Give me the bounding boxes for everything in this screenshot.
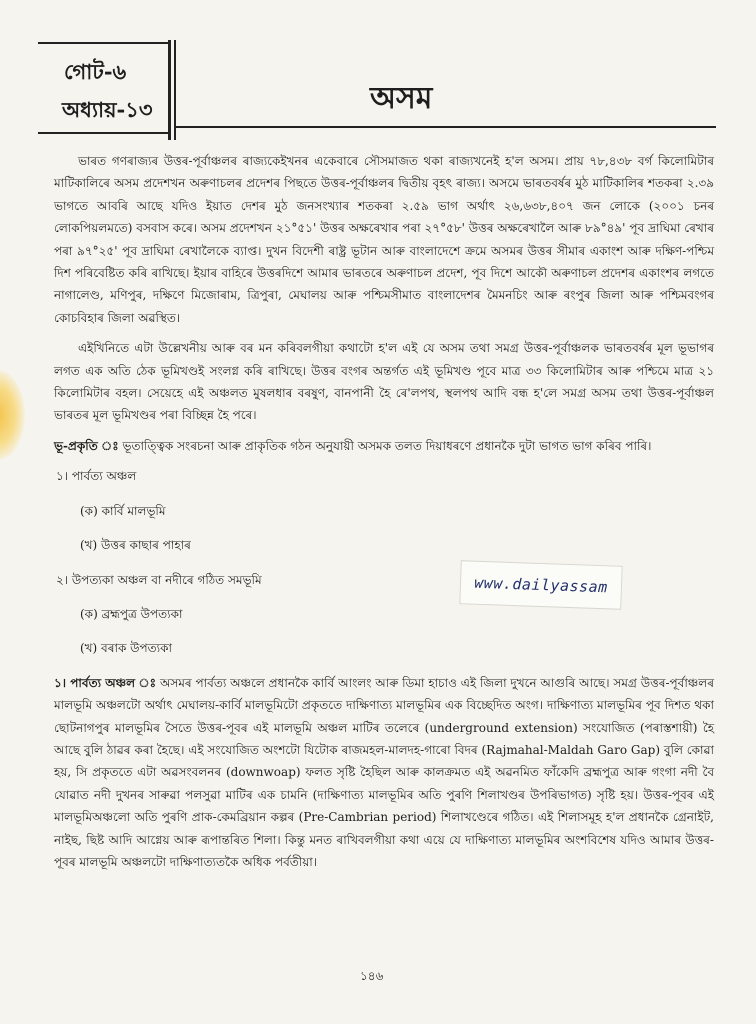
intro-paragraph: ভাৰত গণৰাজ্যৰ উত্তৰ-পূৰ্বাঞ্চলৰ ৰাজ্যকেইখনৰ একেবাৰে সৌসমাজত থকা ৰাজ্যখনেই হ'ল অসম। প্ৰায় ৭৮,৪৩৮ বৰ্গ কিলোমিটাৰ মাটিকালিৰে অসম প্ৰদেশখন অৰুণাচলৰ প্ৰদেশৰ পিছতে উত্তৰ-পূৰ্বাঞ্চলৰ দ্বিতীয় বৃহৎ ৰাজ্য। অসমে ভাৰতবৰ্ষৰ মুঠ মাটিকালিৰ শতকৰা ২.৩৯ ভাগতে আবৰি আছে যদিও ইয়াত দেশৰ মুঠ জনসংখ্যাৰ শতকৰা ২.৫৯ ভাগ অৰ্থাৎ ২৬,৬৩৮,৪০৭ জন লোকে (২০০১ চনৰ লোকপিয়লমতে) বসবাস কৰে। অসম প্ৰদেশখন ২১°৫১' উত্তৰ অক্ষৰেখাৰ পৰা ২৭°৫৮' উত্তৰ অক্ষৰেখালৈ আৰু ৮৯°৪৯' পূব দ্ৰাঘিমা ৰেখাৰ পৰা ৯৭°২৫' পূব দ্ৰাঘিমা ৰেখালৈকে ব্যাপ্ত। দুখন বিদেশী ৰাষ্ট্ৰ ভূটান আৰু বাংলাদেশে ক্ৰমে অসমৰ উত্তৰ সীমাৰ একাংশ আৰু দক্ষিণ-পশ্চিম দিশ পৰিবেষ্টিত কৰি ৰাখিছে। ইয়াৰ বাহিৰে উত্তৰদিশে আমাৰ ভাৰতৰে অৰুণাচল প্ৰদেশ, পূব দিশে আকৌ অৰুণাচল প্ৰদেশৰ একাংশৰ লগতে নাগালেণ্ড, মণিপুৰ, দক্ষিণে মিজোৰাম, ত্ৰিপুৰা, মেঘালয় আৰু পশ্চিমসীমাত বাংলাদেশৰ মৈমনচিং আৰু ৰংপুৰ জিলা আৰু পশ্চিমবংগৰ কোচবিহাৰ জিলা অৱস্থিত। — [54, 154, 714, 325]
unit-label: গোট-৬ — [64, 59, 127, 84]
hill-region-heading: ১। পাৰ্বত্য অঞ্চল ঃ — [54, 675, 157, 690]
page-title: অসম — [370, 81, 433, 116]
watermark-stamp: www.dailyassam — [459, 560, 622, 610]
title-rule — [176, 126, 716, 128]
unit-chapter-box — [38, 42, 168, 134]
physiography-heading: ভূ-প্ৰকৃতি ঃ — [54, 438, 119, 453]
division-valley-sub-b: (খ) বৰাক উপত্যকা — [80, 641, 173, 656]
division-hill-sub-a: (ক) কাৰ্বি মালভূমি — [80, 503, 166, 518]
physiography-paragraph — [54, 435, 714, 457]
hill-region-text: অসমৰ পাৰ্বত্য অঞ্চলে প্ৰধানকৈ কাৰ্বি আংলং আৰু ডিমা হাচাও এই জিলা দুখনে আগুৰি আছে। সমগ্ৰ উত্তৰ-পূৰ্বাঞ্চলৰ মালভূমি অঞ্চলটো অৰ্থাৎ মেঘালয়-কাৰ্বি মালভূমিটো প্ৰকৃততে দাক্ষিণাত্য মালভূমিৰ এক বিচ্ছেদিত অংগ। দাক্ষিণাত্য মালভূমিৰ পূব দিশত থকা ছোটনাগপুৰ মালভূমিৰ সৈতে উত্তৰ-পূবৰ এই মালভূমি অঞ্চল মাটিৰ তলেৰে (underground extension) সংযোজিত (পৰাস্তশায়ী) হৈ আছে বুলি ঠাৱৰ কৰা হৈছে। এই সংযোজিত অংশটো যিটোক ৰাজমহল-মালদহ-গাৰো বিদৰ (Rajmahal-Maldah Garo Gap) বুলি কোৱা হয়, সি প্ৰকৃততে এটা অৱসংবলনৰ (downwoap) ফলত সৃষ্টি হৈছিল আৰু কালক্ৰমত এই অৱনমিত ফাঁকেদি ব্ৰহ্মপুত্ৰ আৰু গংগা নদী বৈ যোৱাত নদী দুখনৰ সাৰুৱা পলসুৱা মাটিৰ এক চামনি (দাক্ষিণাত্য মালভূমিৰ অতি পুৰণি শিলাখণ্ডৰ উপৰিভাগত) সৃষ্টি হয়। উত্তৰ-পূবৰ এই মালভূমিঅঞ্চলো অতি পুৰণি প্ৰাক-কেমব্ৰিয়ান কল্পৰ (Pre-Cambrian period) শিলাখণ্ডেৰে গঠিত। এই শিলাসমূহ হ'ল প্ৰধানকৈ গ্ৰেনাইট, নাইছ, ছিষ্ট আদি আগ্নেয় আৰু ৰূপান্তৰিত শিলা। কিন্তু মনত ৰাখিবলগীয়া কথা এয়ে যে দাক্ষিণাত্য মালভূমিৰ অংশবিশেষ যদিও আমাৰ উত্তৰ-পূবৰ মালভূমি অঞ্চলটো দাক্ষিণাত্যতকৈ অধিক পৰ্বতীয়া। — [54, 675, 714, 869]
division-hill-sub-b: (খ) উত্তৰ কাছাৰ পাহাৰ — [80, 538, 191, 553]
physiography-text: ভূতাত্ত্বিক সংৰচনা আৰু প্ৰাকৃতিক গঠন অনুযায়ী অসমক তলত দিয়াধৰণে প্ৰধানকৈ দুটা ভাগত ভাগ কৰিব পাৰি। — [122, 438, 652, 453]
page-edge-highlight — [0, 370, 25, 460]
header-divider — [168, 40, 171, 140]
division-valley-sub-a: (ক) ব্ৰহ্মপুত্ৰ উপত্যকা — [80, 606, 183, 621]
header-divider-inner — [174, 40, 176, 140]
page-number: ১৪৬ — [360, 969, 384, 983]
division-valley: ২। উপত্যকা অঞ্চল বা নদীৰে গঠিত সমভূমি — [56, 572, 262, 587]
main-content — [54, 150, 714, 881]
corridor-paragraph: এইখিনিতে এটা উল্লেখনীয় আৰু বৰ মন কৰিবলগীয়া কথাটো হ'ল এই যে অসম তথা সমগ্ৰ উত্তৰ-পূৰ্বাঞ্চলক ভাৰতবৰ্ষৰ মূল ভূভাগৰ লগত এক অতি ঠেক ভূমিখণ্ডই সংলগ্ন কৰি ৰাখিছে। উত্তৰ বংগৰ অন্তৰ্গত এই ভূমিখণ্ড পূবে মাত্ৰ ৩৩ কিলোমিটাৰ আৰু পশ্চিমে মাত্ৰ ২১ কিলোমিটাৰ বহল। সেয়েহে এই অঞ্চলত মুষলধাৰ বৰষুণ, বানপানী হৈ ৰে'লপথ, স্থলপথ আদি বন্ধ হ'লে সমগ্ৰ অসম তথা উত্তৰ-পূৰ্বাঞ্চল ভাৰতৰ মূল ভূমিখণ্ডৰ পৰা বিচ্ছিন্ন হৈ পৰে। — [54, 341, 714, 423]
chapter-label: অধ্যায়-১৩ — [62, 97, 153, 122]
division-hill: ১। পাৰ্বত্য অঞ্চল — [56, 469, 137, 484]
hill-region-paragraph — [54, 672, 714, 874]
